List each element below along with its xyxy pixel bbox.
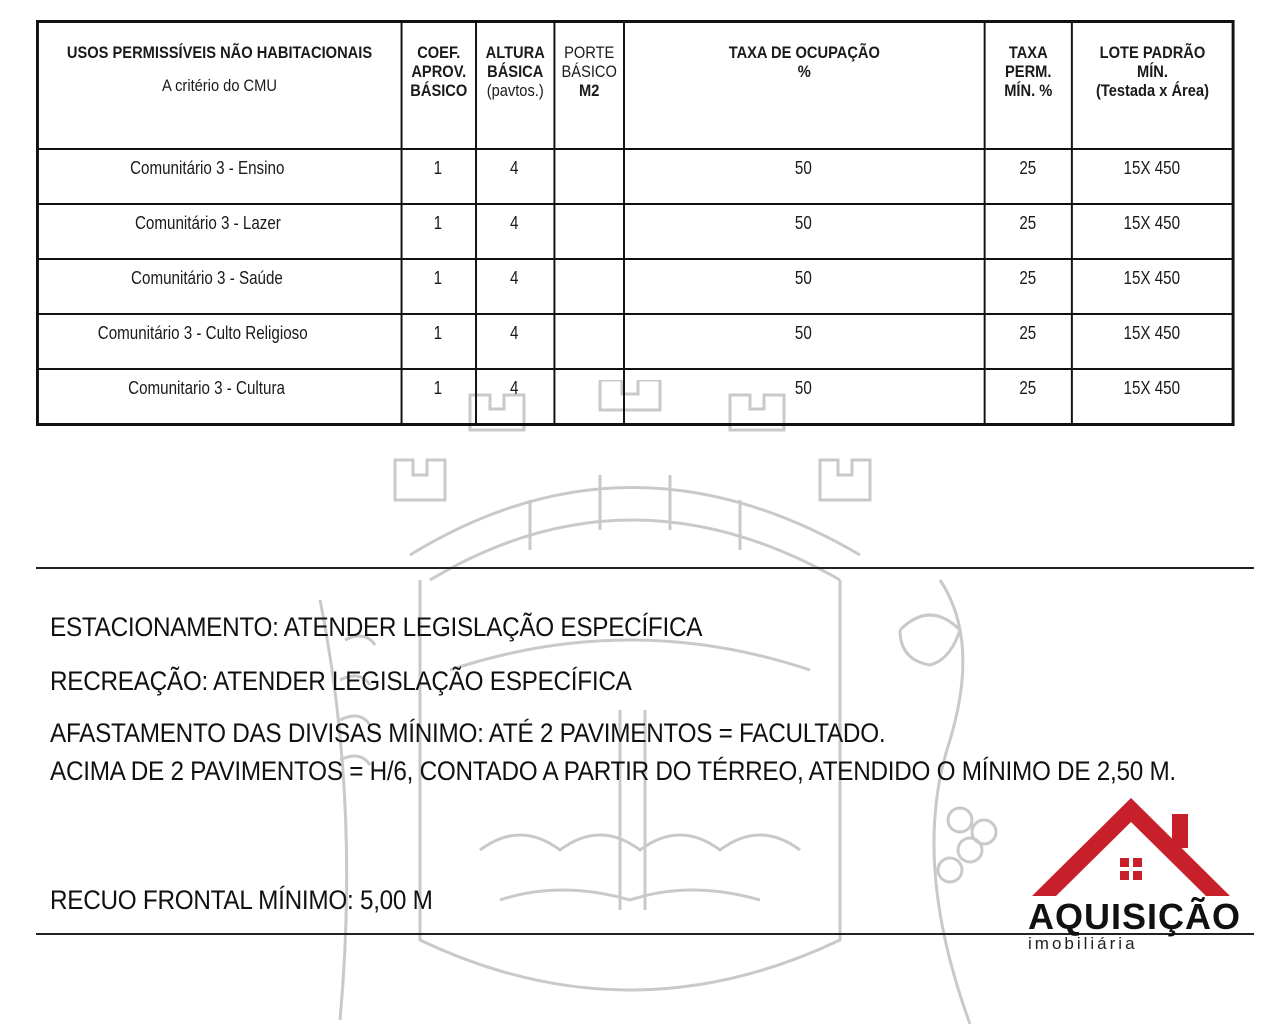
cell-taxa-perm xyxy=(984,369,1071,425)
note-recuo-frontal: RECUO FRONTAL MÍNIMO: 5,00 M xyxy=(50,885,433,915)
header-line: BÁSICO xyxy=(409,81,467,100)
cell-taxa-perm xyxy=(984,149,1071,204)
cell-porte xyxy=(554,259,624,314)
cell-text: 25 xyxy=(1019,268,1037,288)
table-row xyxy=(37,204,1233,259)
cell-text: 4 xyxy=(510,158,519,178)
header-line: TAXA xyxy=(1008,43,1048,62)
table-header-row xyxy=(37,22,1233,150)
cell-text: 4 xyxy=(510,213,519,233)
cell-lote xyxy=(1071,369,1233,425)
cell-altura xyxy=(476,204,554,259)
cell-porte xyxy=(554,369,624,425)
header-lote-padrao xyxy=(1071,22,1233,150)
cell-use xyxy=(37,149,401,204)
header-taxa-permeabilidade xyxy=(984,22,1071,150)
header-porte xyxy=(554,22,624,150)
cell-text: 1 xyxy=(434,323,443,343)
coat-of-arms-watermark-icon xyxy=(300,380,1020,1024)
header-usos xyxy=(37,22,401,150)
cell-lote xyxy=(1071,204,1233,259)
table-row xyxy=(37,149,1233,204)
cell-text: 50 xyxy=(795,268,813,288)
table-row xyxy=(37,369,1233,425)
note-recreacao: RECREAÇÃO: ATENDER LEGISLAÇÃO ESPECÍFICA xyxy=(50,666,632,696)
cell-porte xyxy=(554,149,624,204)
cell-taxa-ocupacao xyxy=(624,204,985,259)
note-estacionamento: ESTACIONAMENTO: ATENDER LEGISLAÇÃO ESPECÍFICA xyxy=(50,612,703,642)
cell-text: Comunitario 3 - Cultura xyxy=(128,378,286,398)
note-afastamento-line-2: ACIMA DE 2 PAVIMENTOS = H/6, CONTADO A PARTIR DO TÉRREO, ATENDIDO O MÍNIMO DE 2,50 M. xyxy=(50,756,1176,786)
header-line: (pavtos.) xyxy=(486,81,544,100)
cell-text: Comunitário 3 - Ensino xyxy=(129,158,285,178)
header-line: PERM. xyxy=(1004,62,1051,81)
cell-use xyxy=(37,259,401,314)
cell-text: 4 xyxy=(510,378,519,398)
cell-altura xyxy=(476,259,554,314)
header-line: APROV. xyxy=(410,62,466,81)
cell-porte xyxy=(554,314,624,369)
cell-text: 25 xyxy=(1019,158,1037,178)
cell-coef xyxy=(401,314,475,369)
cell-text: 50 xyxy=(795,213,813,233)
table-row xyxy=(37,314,1233,369)
cell-taxa-perm xyxy=(984,259,1071,314)
cell-taxa-ocupacao xyxy=(624,149,985,204)
cell-text: Comunitário 3 - Lazer xyxy=(134,213,281,233)
window-icon xyxy=(1120,858,1142,880)
cell-text: 25 xyxy=(1019,213,1037,233)
aquisicao-logo xyxy=(1026,796,1242,956)
header-taxa-ocupacao xyxy=(624,22,985,150)
house-roof-icon xyxy=(1026,796,1236,896)
table-row xyxy=(37,259,1233,314)
cell-use xyxy=(37,314,401,369)
cell-text: 15X 450 xyxy=(1123,213,1181,233)
cell-lote xyxy=(1071,259,1233,314)
cell-use xyxy=(37,369,401,425)
header-usos-subtitle: A critério do CMU xyxy=(162,76,277,95)
cell-text: 50 xyxy=(795,378,813,398)
cell-text: 50 xyxy=(795,323,813,343)
cell-text: 25 xyxy=(1019,378,1037,398)
cell-taxa-perm xyxy=(984,314,1071,369)
cell-text: 15X 450 xyxy=(1123,158,1181,178)
cell-lote xyxy=(1071,314,1233,369)
cell-text: 4 xyxy=(510,268,519,288)
header-coef xyxy=(401,22,475,150)
section-divider-top xyxy=(36,567,1254,569)
cell-coef xyxy=(401,149,475,204)
header-line: BÁSICO xyxy=(561,62,617,81)
header-line: BÁSICA xyxy=(486,62,543,81)
cell-text: 50 xyxy=(795,158,813,178)
cell-text: 1 xyxy=(434,158,443,178)
cell-use xyxy=(37,204,401,259)
zoning-parameters-table xyxy=(36,20,1235,426)
cell-altura xyxy=(476,149,554,204)
cell-text: 4 xyxy=(510,323,519,343)
cell-porte xyxy=(554,204,624,259)
header-line: M2 xyxy=(578,81,599,100)
cell-altura xyxy=(476,369,554,425)
cell-taxa-ocupacao xyxy=(624,259,985,314)
header-line: (Testada x Área) xyxy=(1095,81,1209,100)
header-line: % xyxy=(797,62,811,81)
cell-text: 15X 450 xyxy=(1123,378,1181,398)
cell-lote xyxy=(1071,149,1233,204)
header-line: ALTURA xyxy=(485,43,545,62)
cell-text: Comunitário 3 - Culto Religioso xyxy=(97,323,308,343)
header-line: LOTE PADRÃO MÍN. xyxy=(1099,43,1205,81)
header-usos-title: USOS PERMISSÍVEIS NÃO HABITACIONAIS xyxy=(66,43,373,62)
cell-text: 1 xyxy=(434,378,443,398)
cell-text: 15X 450 xyxy=(1123,268,1181,288)
cell-text: Comunitário 3 - Saúde xyxy=(131,268,284,288)
header-altura xyxy=(476,22,554,150)
cell-coef xyxy=(401,369,475,425)
cell-text: 1 xyxy=(434,268,443,288)
cell-taxa-ocupacao xyxy=(624,369,985,425)
header-line: COEF. xyxy=(416,43,460,62)
cell-taxa-perm xyxy=(984,204,1071,259)
header-line: MÍN. % xyxy=(1003,81,1052,100)
logo-name: AQUISIÇÃO xyxy=(1028,896,1242,937)
cell-altura xyxy=(476,314,554,369)
header-line: TAXA DE OCUPAÇÃO xyxy=(728,43,880,62)
cell-coef xyxy=(401,259,475,314)
cell-taxa-ocupacao xyxy=(624,314,985,369)
logo-subtitle: imobiliária xyxy=(1028,934,1138,953)
note-afastamento-line-1: AFASTAMENTO DAS DIVISAS MÍNIMO: ATÉ 2 PAVIMENTOS = FACULTADO. xyxy=(50,718,886,748)
header-line: PORTE xyxy=(563,43,614,62)
cell-text: 25 xyxy=(1019,323,1037,343)
cell-text: 1 xyxy=(434,213,443,233)
cell-coef xyxy=(401,204,475,259)
cell-text: 15X 450 xyxy=(1123,323,1181,343)
